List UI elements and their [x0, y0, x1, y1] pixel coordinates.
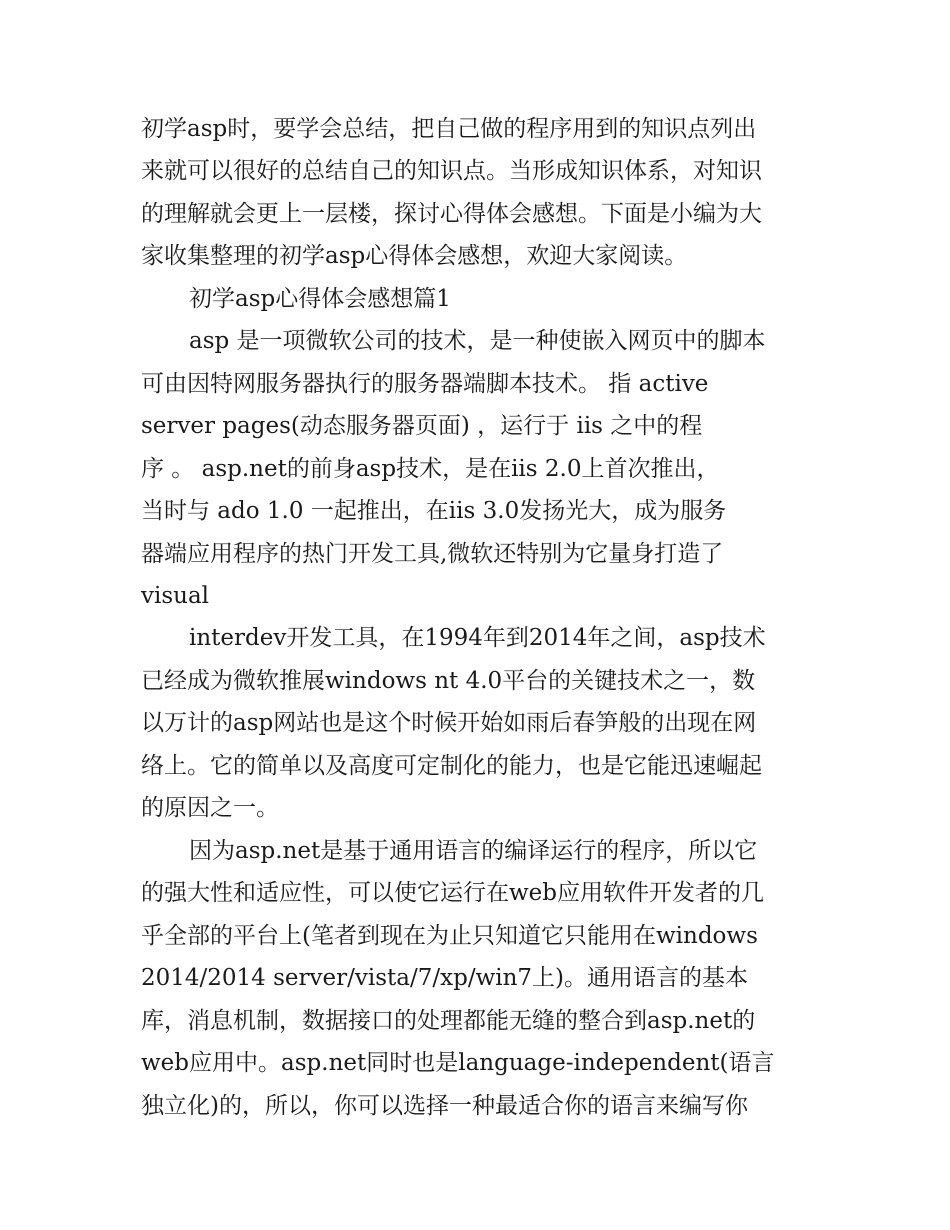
- paragraph-line: 可由因特网服务器执行的服务器端脚本技术。 指 active: [141, 371, 709, 397]
- section-heading: 初学asp心得体会感想篇1: [189, 286, 451, 312]
- paragraph-line: 因为asp.net是基于通用语言的编译运行的程序，所以它: [189, 838, 758, 864]
- paragraph-line: 当时与 ado 1.0 一起推出，在iis 3.0发扬光大，成为服务: [141, 498, 727, 524]
- paragraph-line: server pages(动态服务器页面) ，运行于 iis 之中的程: [141, 413, 703, 439]
- paragraph-line: 2014/2014 server/vista/7/xp/win7上)。通用语言的基本: [141, 965, 749, 991]
- paragraph-line: 序 。 asp.net的前身asp技术，是在iis 2.0上首次推出，: [141, 456, 720, 482]
- paragraph-line: 库，消息机制，数据接口的处理都能无缝的整合到asp.net的: [141, 1008, 756, 1034]
- paragraph-line: visual: [141, 583, 210, 609]
- paragraph-line: 络上。它的简单以及高度可定制化的能力，也是它能迅速崛起: [141, 753, 762, 779]
- paragraph-line: 独立化)的，所以，你可以选择一种最适合你的语言来编写你: [141, 1093, 748, 1119]
- paragraph-line: 家收集整理的初学asp心得体会感想，欢迎大家阅读。: [141, 243, 688, 269]
- paragraph-line: 初学asp时，要学会总结，把自己做的程序用到的知识点列出: [141, 116, 757, 142]
- paragraph-line: 以万计的asp网站也是这个时候开始如雨后春笋般的出现在网: [141, 710, 757, 736]
- paragraph-line: 的原因之一。: [141, 795, 279, 821]
- paragraph-line: interdev开发工具，在1994年到2014年之间，asp技术: [189, 625, 766, 651]
- paragraph-line: 乎全部的平台上(笔者到现在为止只知道它只能用在windows: [141, 923, 758, 949]
- paragraph-line: 已经成为微软推展windows nt 4.0平台的关键技术之一，数: [141, 668, 756, 694]
- paragraph-line: asp 是一项微软公司的技术，是一种使嵌入网页中的脚本: [189, 328, 766, 354]
- paragraph-line: 的理解就会更上一层楼，探讨心得体会感想。下面是小编为大: [141, 201, 762, 227]
- paragraph-line: web应用中。asp.net同时也是language-independent(语言: [141, 1050, 775, 1076]
- paragraph-line: 来就可以很好的总结自己的知识点。当形成知识体系，对知识: [141, 158, 762, 184]
- paragraph-line: 器端应用程序的热门开发工具,微软还特别为它量身打造了: [141, 541, 724, 567]
- paragraph-line: 的强大性和适应性，可以使它运行在web应用软件开发者的几: [141, 880, 765, 906]
